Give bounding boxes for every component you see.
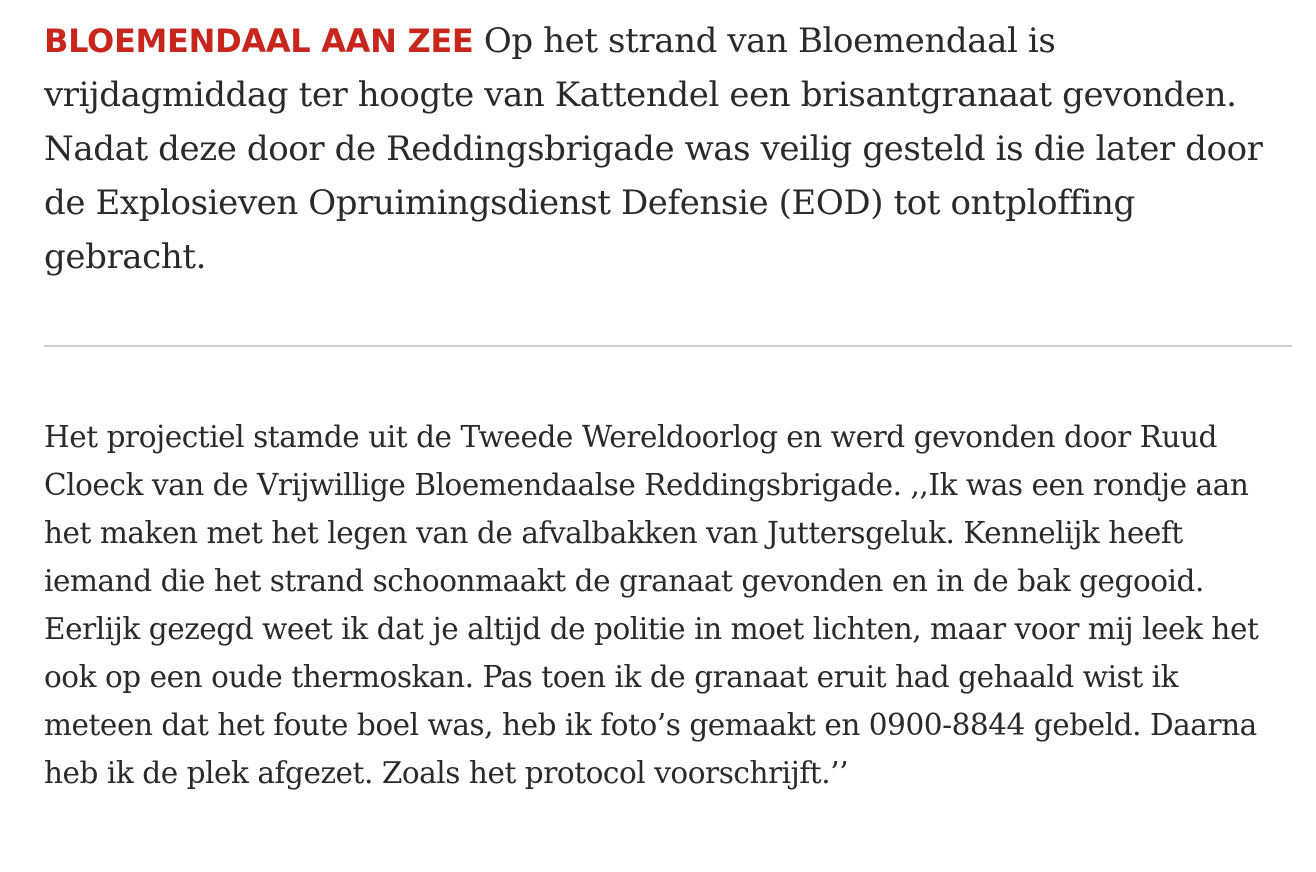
section-divider bbox=[44, 345, 1292, 347]
article-paragraph: Het projectiel stamde uit de Tweede Wereldoorlog en werd gevonden door Ruud Cloeck van de Vrijwillige Bloemendaalse Reddingsbrigade. ,,Ik was een rondje aan het maken met het legen van de afvalbakken van Juttersgeluk. Kennelijk heeft iemand die het strand schoonmaakt de granaat gevonden en in de bak gegooid. Eerlijk gezegd weet ik dat je altijd de politie in moet lichten, maar voor mij leek het ook op een oude thermoskan. Pas toen ik de granaat eruit had gehaald wist ik meteen dat het foute boel was, heb ik foto’s gemaakt en 0900-8844 gebeld. Daarna heb ik de plek afgezet. Zoals het protocol voorschrijft.’’ bbox=[44, 420, 1259, 790]
dateline: BLOEMENDAAL AAN ZEE bbox=[44, 22, 474, 60]
article-lead bbox=[44, 0, 1294, 284]
article bbox=[44, 0, 1294, 284]
lead-text: Op het strand van Bloemendaal is vrijdagmiddag ter hoogte van Kattendel een brisantgranaat gevonden. Nadat deze door de Reddingsbrigade was veilig gesteld is die later door de Explosieven Opruimingsdienst Defensie (EOD) tot ontploffing gebracht. bbox=[44, 21, 1263, 277]
